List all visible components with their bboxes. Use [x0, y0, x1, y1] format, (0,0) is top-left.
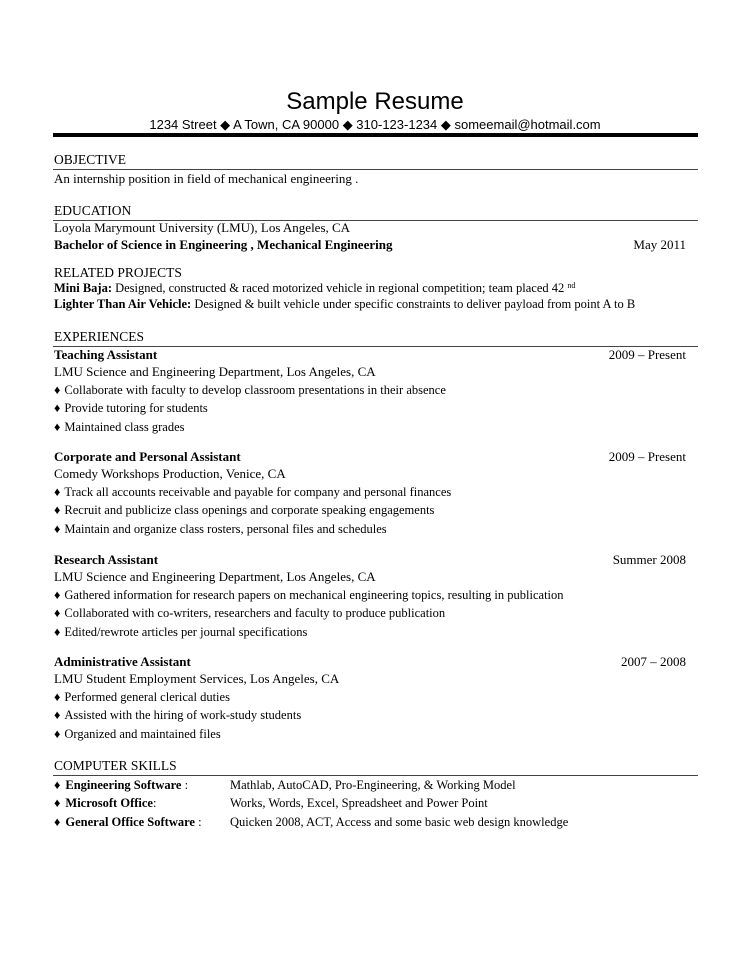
job-date: 2009 – Present: [608, 347, 686, 362]
job-date: 2007 – 2008: [621, 654, 686, 669]
school-name: Loyola Marymount University (LMU), Los Angeles, CA: [54, 220, 351, 235]
bullet-text: Collaborated with co-writers, researchers and faculty to produce publication: [64, 606, 446, 621]
skill-item: [54, 814, 202, 830]
job-date: Summer 2008: [612, 552, 686, 567]
section-heading-objective: OBJECTIVE: [54, 152, 126, 167]
section-divider: [53, 775, 698, 776]
superscript: nd: [567, 281, 576, 290]
bullet-text: Collaborate with faculty to develop classroom presentations in their absence: [64, 383, 446, 397]
skill-item: [54, 777, 188, 793]
bullet-diamond-icon: ♦: [54, 419, 61, 434]
bullet-diamond-icon: ♦: [54, 401, 61, 416]
job-organization: LMU Science and Engineering Department, Los Angeles, CA: [54, 569, 376, 584]
bullet-text: Track all accounts receivable and payable for company and personal finances: [64, 485, 452, 499]
graduation-date: May 2011: [633, 237, 686, 252]
bullet-text: Provide tutoring for students: [64, 401, 208, 416]
project-name: Lighter Than Air Vehicle:: [54, 297, 192, 311]
skill-label: Microsoft Office: [65, 796, 153, 810]
section-heading-education: EDUCATION: [54, 203, 132, 218]
job-bullet: [54, 382, 446, 398]
job-bullet: [54, 726, 221, 742]
skill-value: Works, Words, Excel, Spreadsheet and Power Point: [230, 796, 488, 810]
bullet-diamond-icon: ♦: [54, 588, 61, 602]
bullet-diamond-icon: ♦: [54, 796, 61, 810]
header-divider: [53, 133, 698, 137]
skill-label: General Office Software: [65, 815, 195, 829]
skill-item: [54, 795, 156, 811]
job-bullet: [54, 419, 185, 435]
section-divider: [53, 169, 698, 170]
resume-title: Sample Resume: [286, 88, 464, 115]
bullet-diamond-icon: ♦: [54, 690, 61, 704]
job-date: 2009 – Present: [608, 449, 686, 464]
job-bullet: [54, 689, 230, 705]
project-item: [54, 280, 575, 296]
bullet-diamond-icon: ♦: [54, 503, 61, 518]
bullet-text: Maintain and organize class rosters, personal files and schedules: [64, 521, 387, 536]
bullet-diamond-icon: ♦: [54, 521, 61, 536]
job-bullet: [54, 521, 387, 537]
objective-text: An internship position in field of mechanical engineering .: [54, 171, 359, 186]
project-item: [54, 296, 635, 312]
job-bullet: [54, 400, 208, 416]
bullet-text: Recruit and publicize class openings and corporate speaking engagements: [64, 503, 435, 518]
bullet-text: Gathered information for research papers on mechanical engineering topics, resulting in publication: [64, 588, 564, 602]
job-bullet: [54, 484, 451, 500]
skill-value: Mathlab, AutoCAD, Pro-Engineering, & Working Model: [230, 778, 516, 792]
job-title: Administrative Assistant: [54, 654, 191, 669]
section-heading-experiences: EXPERIENCES: [54, 329, 145, 344]
job-title: Research Assistant: [54, 552, 159, 567]
degree: Bachelor of Science in Engineering , Mechanical Engineering: [54, 237, 393, 252]
bullet-diamond-icon: ♦: [54, 778, 61, 792]
bullet-text: Assisted with the hiring of work-study students: [64, 708, 302, 723]
job-bullet: [54, 502, 434, 518]
bullet-text: Performed general clerical duties: [64, 690, 230, 704]
job-organization: LMU Student Employment Services, Los Angeles, CA: [54, 671, 340, 686]
skill-separator: :: [152, 796, 157, 810]
job-title: Teaching Assistant: [54, 347, 158, 362]
job-bullet: [54, 587, 564, 603]
skill-separator: :: [181, 778, 189, 792]
bullet-text: Edited/rewrote articles per journal specifications: [64, 624, 308, 639]
job-bullet: [54, 605, 445, 621]
project-description: Designed & built vehicle under specific constraints to deliver payload from point A to B: [191, 297, 636, 311]
job-organization: Comedy Workshops Production, Venice, CA: [54, 466, 286, 481]
section-heading-skills: COMPUTER SKILLS: [54, 758, 177, 773]
project-description: Designed, constructed & raced motorized vehicle in regional competition; team placed 42: [111, 281, 568, 295]
bullet-text: Maintained class grades: [64, 419, 185, 434]
bullet-diamond-icon: ♦: [54, 485, 61, 499]
job-bullet: [54, 707, 301, 723]
bullet-diamond-icon: ♦: [54, 815, 61, 829]
bullet-diamond-icon: ♦: [54, 726, 61, 741]
project-name: Mini Baja:: [54, 281, 112, 295]
section-heading-projects: RELATED PROJECTS: [54, 265, 182, 280]
contact-line: 1234 Street ◆ A Town, CA 90000 ◆ 310-123-1234 ◆ someemail@hotmail.com: [149, 117, 601, 132]
job-bullet: [54, 624, 307, 640]
job-title: Corporate and Personal Assistant: [54, 449, 241, 464]
job-organization: LMU Science and Engineering Department, Los Angeles, CA: [54, 364, 376, 379]
skill-label: Engineering Software: [65, 778, 182, 792]
bullet-diamond-icon: ♦: [54, 606, 61, 621]
bullet-diamond-icon: ♦: [54, 624, 61, 639]
bullet-diamond-icon: ♦: [54, 708, 61, 723]
skill-value: Quicken 2008, ACT, Access and some basic web design knowledge: [230, 815, 569, 829]
bullet-text: Organized and maintained files: [64, 726, 221, 741]
bullet-diamond-icon: ♦: [54, 383, 61, 397]
skill-separator: :: [194, 815, 202, 829]
